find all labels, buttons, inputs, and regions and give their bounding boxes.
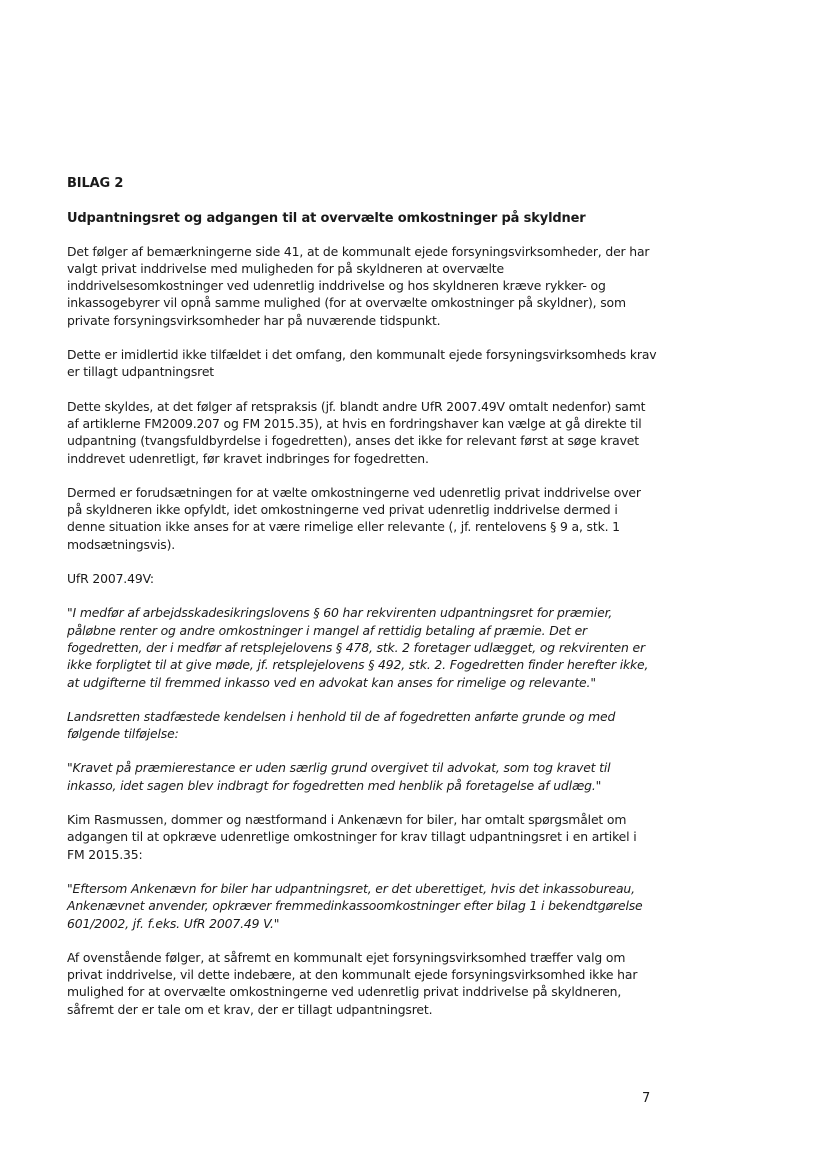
paragraph-case-law: Dette skyldes, at det følger af retspraksis (jf. blandt andre UfR 2007.49V omtalt nedenfor) samt af artiklerne FM2009.207 og FM 2015.35), at hvis en fordringshaver kan vælge at gå direkte til udpantning (tvangsfuldbyrdelse i fogedretten), anses det ikke for relevant først at søge kravet inddrevet udenretligt, før kravet indbringes for fogedretten. — [67, 398, 646, 466]
paragraph-ufr-label: UfR 2007.49V: — [67, 571, 154, 587]
paragraph-intro: Det følger af bemærkningerne side 41, at de kommunalt ejede forsyningsvirksomheder, der har valgt privat inddrivelse med muligheden for på skyldneren at overvælte inddrivelsesomkostninger ved udenretlig inddrivelse og hos skyldneren kræve rykker- og inkassogebyrer vil opnå samme mulighed (for at overvælte omkostninger på skyldner), som private forsyningsvirksomheder har på nuværende tidspunkt. — [67, 243, 650, 328]
section-heading: Udpantningsret og adgangen til at overvælte omkostninger på skyldner — [67, 211, 586, 227]
paragraph-landsret: Landsretten stadfæstede kendelsen i henhold til de af fogedretten anførte grunde og med følgende tilføjelse: — [67, 708, 616, 742]
document-body — [67, 175, 657, 1035]
quote-landsret: "Kravet på præmierestance er uden særlig grund overgivet til advokat, som tog kravet til inkasso, idet sagen blev indbragt for fogedretten med henblik på foretagelse af udlæg." — [67, 760, 611, 793]
quote-fogedret: "I medfør af arbejdsskadesikringslovens § 60 har rekvirenten udpantningsret for præmier, påløbne renter og andre omkostninger i mangel af rettidig betaling af præmie. Det er fogedretten, der i medfør af retsplejelovens § 478, stk. 2 foretager udlægget, og rekvirenten er ikke forpligtet til at give møde, jf. retsplejelovens § 492, stk. 2. Fogedretten finder herefter ikke, at udgifterne til fremmed inkasso ved en advokat kan anses for rimelige og relevante." — [67, 605, 649, 690]
paragraph-conclusion: Af ovenstående følger, at såfremt en kommunalt ejet forsyningsvirksomhed træffer valg om privat inddrivelse, vil dette indebære, at den kommunalt ejede forsyningsvirksomhed ikke har mulighed for at overvælte omkostningerne ved udenretlig privat inddrivelse på skyldneren, såfremt der er tale om et krav, der er tillagt udpantningsret. — [67, 949, 638, 1017]
paragraph-exception: Dette er imidlertid ikke tilfældet i det omfang, den kommunalt ejede forsyningsvirksomheds krav er tillagt udpantningsret — [67, 347, 657, 380]
appendix-label: BILAG 2 — [67, 176, 124, 191]
quote-ankenaevn: "Eftersom Ankenævn for biler har udpantningsret, er det uberettiget, hvis det inkassobureau, Ankenævnet anvender, opkræver fremmedinkassoomkostninger efter bilag 1 i bekendtgørelse 601/2002, jf. f.eks. UfR 2007.49 V." — [67, 880, 643, 931]
page-number: 7 — [642, 1091, 651, 1106]
paragraph-consequence: Dermed er forudsætningen for at vælte omkostningerne ved udenretlig privat inddrivelse over på skyldneren ikke opfyldt, idet omkostningerne ved privat udenretlig inddrivelse dermed i denne situation ikke anses for at være rimelige eller relevante (, jf. rentelovens § 9 a, stk. 1 modsætningsvis). — [67, 484, 641, 552]
paragraph-rasmussen: Kim Rasmussen, dommer og næstformand i Ankenævn for biler, har omtalt spørgsmålet om adgangen til at opkræve udenretlige omkostninger for krav tillagt udpantningsret i en artikel i FM 2015.35: — [67, 812, 637, 862]
